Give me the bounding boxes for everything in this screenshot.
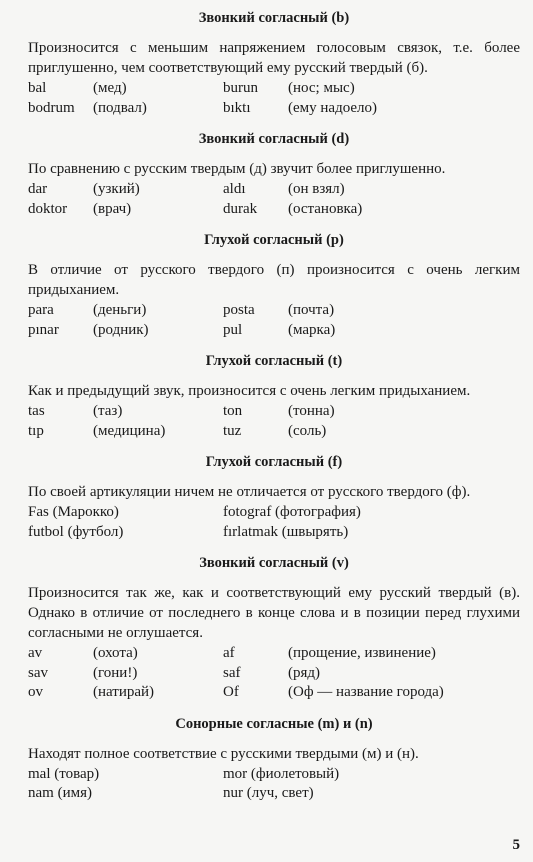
section-heading: Глухой согласный (t) [205,353,343,369]
word-examples [28,503,520,542]
translation: (подвал) [93,99,147,116]
section-description: По сравнению с русским твердым (д) звучит более приглушенно. [28,161,446,177]
translation: (тонна) [288,403,335,419]
translation: (он взял) [288,181,345,197]
translation: (ряд) [288,664,321,681]
word-pair: Fas (Марокко) [28,504,119,520]
translation: (почта) [288,302,335,318]
translation: (прощение, извинение) [288,645,436,661]
word-pair: nam (имя) [28,785,92,801]
word-examples [28,765,520,804]
section-description: Как и предыдущий звук, произносится с очень легким придыханием. [28,383,471,399]
translation: (мед) [93,80,127,96]
section-p [28,230,520,340]
word: pul [223,321,243,338]
word-pair: futbol (футбол) [28,523,124,540]
word: saf [223,664,241,681]
translation: (нос; мыс) [288,80,355,96]
word: burun [223,80,258,96]
word: tuz [223,422,242,439]
word: Of [223,684,239,700]
section-heading: Сонорные согласные (m) и (n) [175,715,373,732]
section-description: Находят полное соответствие с русскими твердыми (м) и (н). [28,745,419,762]
translation: (гони!) [93,664,138,681]
word: av [28,645,43,661]
word: doktor [28,200,68,217]
section-d [28,129,520,219]
section-m-n [28,714,520,804]
section-description: Произносится так же, как и соответствующий ему русский твердый (в). Однако в отличие от последнего в конце слова и в позиции перед глухими согласными не оглушается. [28,585,520,641]
word: sav [28,664,48,681]
word: para [28,302,54,318]
word-pair: fotograf (фотография) [223,504,361,520]
section-heading: Звонкий согласный (b) [198,10,350,26]
translation: (натирай) [93,684,155,700]
section-f [28,452,520,542]
translation: (Оф — название города) [288,684,444,700]
translation: (остановка) [288,200,363,217]
page-number: 5 [512,837,520,853]
section-heading: Звонкий согласный (v) [199,555,349,571]
word-examples [28,180,520,219]
word-examples [28,79,520,118]
word-examples [28,301,520,340]
translation: (медицина) [93,422,166,439]
section-description: По своей артикуляции ничем не отличается от русского твердого (ф). [28,484,471,500]
translation: (деньги) [93,302,147,318]
section-heading: Глухой согласный (p) [204,232,344,248]
word-pair: mal (товар) [28,765,100,782]
section-description: В отличие от русского твердого (п) произносится с очень легким придыханием. [28,262,520,298]
translation: (врач) [93,200,132,217]
word-pair: mor (фиолетовый) [223,765,340,782]
section-description: Произносится с меньшим напряжением голосовым связок, т.е. более приглушенно, чем соответствующий ему русский твердый (б). [28,40,520,76]
word: tıp [28,422,44,439]
section-heading: Звонкий согласный (d) [198,131,350,147]
word: posta [223,302,255,318]
word-pair: fırlatmak (швырять) [223,523,349,540]
translation: (родник) [93,321,149,338]
word: durak [223,200,258,217]
section-heading: Глухой согласный (f) [205,454,343,470]
translation: (узкий) [93,181,140,197]
section-t [28,351,520,441]
word-examples [28,402,520,441]
translation: (охота) [93,645,138,661]
translation: (ему надоело) [288,99,378,116]
word: bıktı [223,99,251,116]
section-v [28,553,520,703]
word: bodrum [28,99,75,116]
word-examples [28,644,520,703]
section-b [28,8,520,118]
word: aldı [223,181,246,197]
word-pair: nur (луч, свет) [223,785,314,801]
word: bal [28,80,47,96]
word: af [223,645,235,661]
translation: (марка) [288,321,336,338]
word: pınar [28,321,59,338]
word: dar [28,181,48,197]
word: ton [223,403,243,419]
word: ov [28,684,43,700]
page-content [28,8,520,815]
translation: (таз) [93,403,123,419]
translation: (соль) [288,422,327,439]
word: tas [28,403,45,419]
